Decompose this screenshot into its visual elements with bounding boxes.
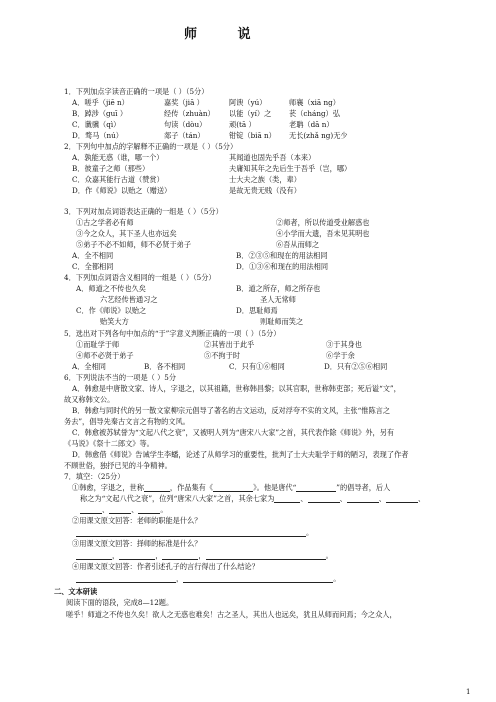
q5-option-c: C．只有①⑥相同 [229, 362, 285, 371]
q3-option-d: D．①③⑥和现在的用法相同 [236, 262, 329, 271]
q7-answer-4: ， 。 [76, 575, 340, 583]
q3-item-6: ⑥吾从而师之 [276, 240, 320, 249]
page-title: 师 说 [184, 27, 269, 42]
q7-answer-4-a[interactable] [76, 575, 176, 583]
q4-option-c-pair: 贻笑大方 [100, 317, 129, 326]
q6-option-a-line1: A．韩愈是中唐散文家、诗人，字退之，以其祖籍，世称韩昌黎；以其官职，世称韩吏部；死后谥“文”， [72, 384, 401, 393]
q7-blank-8[interactable] [80, 506, 102, 514]
q7-blank-6[interactable] [347, 495, 379, 503]
q7-blank-5[interactable] [308, 495, 340, 503]
q4-option-d-pair: 则耻师而笑之 [260, 317, 304, 326]
q7-blank-7[interactable] [386, 495, 418, 503]
q7-stem: 7．填空：（25分） [64, 472, 125, 481]
q5-option-a: A．全相同 [72, 362, 106, 371]
q2-option-d2: 是故无贵无贱（没有） [229, 186, 301, 195]
q2-stem: 2．下列句中加点的字解释不正确的一项是（ ）（5分） [64, 142, 238, 151]
q3-option-b: B．②③⑤和现在的用法相同 [236, 251, 328, 260]
q6-option-d-line1: D．韩愈借《师说》告诫学生李蟠，论述了从师学习的重要性，批判了士大夫耻学于师的陋习，表现了作者 [72, 450, 409, 459]
q2-option-d1: D．作《师说》以贻之（赠送） [72, 186, 172, 195]
q7-fill-1-part2: 退之 [107, 483, 123, 492]
q7-fill-1c: 、 、 。 [80, 506, 168, 514]
q1-option-a3: 阿谀（yú） [229, 98, 267, 107]
q3-item-5: ⑤弟子不必不如师，师不必贤于弟子 [76, 240, 192, 249]
q7-blank-4[interactable] [274, 495, 300, 503]
q7-answer-2-line[interactable] [76, 529, 306, 537]
q7-blank-10[interactable] [138, 506, 160, 514]
q3-option-c: C．全都相同 [72, 262, 114, 271]
q5-option-b: B．各不相同 [144, 362, 186, 371]
q1-option-d1: D．骛马（nú） [72, 131, 123, 140]
q6-option-b-line1: B．韩愈与同时代的另一散文家柳宗元倡导了著名的古文运动，反对浮夸不实的文风，主张“惟陈言之 [72, 406, 391, 415]
q6-option-c-line1: C．韩愈被苏轼誉为“文起八代之衰”，又被明人列为“唐宋八大家”之首，其代表作除《师说》外，另有 [72, 428, 395, 437]
q3-option-a: A．全不相同 [72, 251, 114, 260]
q1-option-b1: B．踔涉（guī ） [72, 109, 128, 118]
q3-item-2: ②师者，所以传道受业解惑也 [276, 218, 370, 227]
q7-answer-3-c[interactable] [162, 552, 198, 560]
q7-blank-2[interactable] [213, 484, 253, 492]
q7-fill-1b: 称之为“文起八代之衰”，位列“唐宋八大家”之首，其余七家为 、 、 、 、 [80, 494, 426, 503]
page-number: 1 [466, 688, 471, 696]
q5-item-6: ⑥学于余 [326, 351, 355, 360]
q2-option-c2: 士大夫之族（类，辈） [229, 175, 301, 184]
q4-option-a-pair: 六艺经传皆通习之 [100, 295, 158, 304]
q2-option-b2: 夫庸知其年之先后生于吾乎（岂，哪） [229, 164, 352, 173]
q6-option-b-line2: 务去”，倡导先秦古文言之有物的文风。 [64, 417, 190, 426]
q1-option-b4: 苌（cháng）弘 [289, 109, 340, 118]
q1-option-b3: 以能（yí）之 [229, 109, 272, 118]
q4-option-b-pair: 圣人无常师 [260, 295, 296, 304]
q7-blank-3[interactable] [296, 484, 336, 492]
q4-option-a: A．师道之不传也久矣 [76, 284, 146, 293]
q7-answer-4-b[interactable] [183, 575, 333, 583]
q2-option-c1: C．众嘉其能行古道（赞赏） [72, 175, 164, 184]
q6-stem: 6．下列说法不当的一项是（ ）5分 [64, 373, 177, 382]
q1-option-c3: 顽(tā ） [229, 120, 256, 129]
q7-blank-9[interactable] [109, 506, 131, 514]
q1-option-a2: 嘉奖（jiā ） [164, 98, 204, 107]
q4-option-d: D．思耻师焉 [236, 306, 278, 315]
q7-fill-1-part6: ”的倡导者，后人 [336, 483, 391, 492]
q5-item-4: ④师不必贤于弟子 [76, 351, 134, 360]
q1-option-c2: 句读（dòu） [164, 120, 207, 129]
q5-item-3: ③于其身也 [326, 340, 362, 349]
q7-fill-1-part3: ，世称 [122, 483, 144, 492]
q7-fill-2: ②用课文原文回答：老师的职能是什么？ [72, 516, 202, 525]
q5-stem: 5．选出对下列各句中加点的“于”字意义判断正确的一项（ ）（5分） [64, 329, 281, 338]
section-2-intro: 阅读下面的语段，完成8—12题。 [66, 598, 174, 607]
q7-blank-1[interactable] [144, 484, 170, 492]
q4-stem: 4．下列加点词语含义相同的一组是（ ）（5分） [64, 273, 216, 282]
q7-answer-2: 。 [76, 529, 313, 537]
q3-stem: 3．下列对加点词语表达正确的一组是（ ）（5分） [64, 207, 223, 216]
q5-option-d: D．只有②⑤⑥相同 [324, 362, 388, 371]
q4-option-c: C．作《师说》以贻之 [76, 306, 147, 315]
q7-fill-1b-text: 称之为“文起八代之衰”，位列“唐宋八大家”之首，其余七家为 [80, 494, 275, 503]
q1-option-d2: 郯子（tán） [164, 131, 205, 140]
q1-stem: 1．下列加点字读音正确的一项是（ ）（5分） [64, 87, 209, 96]
q1-option-d4: 无长(zhǎ ng)无少 [289, 131, 348, 140]
q3-item-3: ③今之众人，其下圣人也亦远矣 [76, 229, 177, 238]
q7-fill-4: ④用课文原文回答：作者引述孔子的言行得出了什么结论？ [72, 562, 259, 571]
section-2-passage: 嗟乎！师道之不传也久矣！欲人之无惑也难矣！古之圣人，其出人也远矣，犹且从师而问焉；今之众人， [66, 610, 397, 619]
q7-fill-1-part1: ①韩愈，字 [72, 483, 108, 492]
q5-item-2: ②其皆出于此乎 [204, 340, 255, 349]
q7-fill-1-part4: ，作品集有《 [169, 483, 214, 492]
q2-option-a1: A．孰能无惑（谁，哪一个） [72, 153, 164, 162]
q7-answer-3: ， ， ， 。 [76, 552, 333, 560]
q6-option-d-line2: 不顾世俗，独抒已见的斗争精神。 [64, 461, 172, 470]
q5-item-5: ⑤不拘于时 [204, 351, 240, 360]
q1-option-c4: 老聃（dā n） [289, 120, 334, 129]
q4-option-b: B．道之所存，师之所存也 [236, 284, 321, 293]
q2-option-a2: 其闻道也固先乎吾（本来） [229, 153, 316, 162]
q6-option-c-line2: 《马说》《祭十二郎文》等。 [64, 439, 154, 448]
q1-option-a1: A．嗟乎（jiē n） [72, 98, 129, 107]
q2-option-b1: B．彼童子之师（那些） [72, 164, 150, 173]
q7-fill-1 [72, 484, 390, 492]
q3-item-1: ①古之学者必有师 [76, 218, 134, 227]
section-2-heading: 二、文本研读 [54, 587, 98, 596]
q7-answer-3-a[interactable] [76, 552, 112, 560]
q1-option-b2: 经传（zhuàn） [164, 109, 215, 118]
q1-option-a4: 师襄（xiā ng） [289, 98, 340, 107]
q7-fill-1-part5: 》。他是唐代“ [253, 483, 297, 492]
q7-answer-3-b[interactable] [119, 552, 155, 560]
q6-option-a-line2: 故又称韩文公。 [64, 395, 115, 404]
q5-item-1: ①而耻学于师 [76, 340, 120, 349]
q7-answer-3-d[interactable] [206, 552, 326, 560]
q7-fill-3: ③用课文原文回答：择师的标准是什么？ [72, 539, 202, 548]
q1-option-d3: 钳锭（biā n） [229, 131, 276, 140]
q1-option-c1: C．谶骥（qì） [72, 120, 121, 129]
q3-item-4: ④小学而大遗，吾未见其明也 [276, 229, 370, 238]
